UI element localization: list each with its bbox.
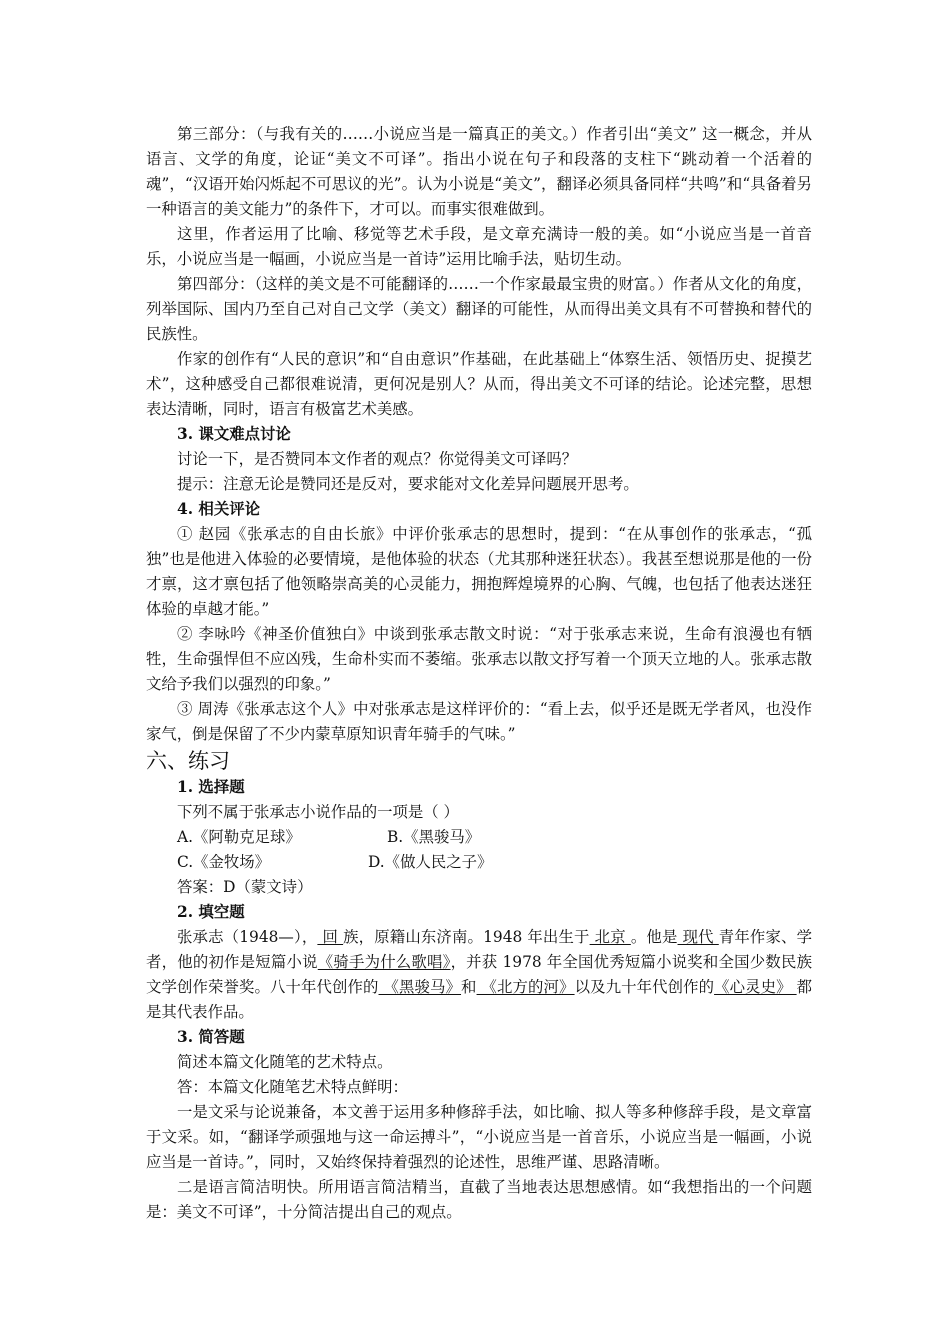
blank-work-90s: 《心灵史》: [714, 978, 797, 996]
short-answer-question: 简述本篇文化随笔的艺术特点。: [177, 1053, 393, 1071]
heading-related-comments: 4. 相关评论: [177, 500, 260, 518]
discussion-question: 讨论一下，是否赞同本文作者的观点？你觉得美文可译吗？: [177, 450, 578, 468]
blank-first-work: 《骑手为什么歌唱》: [317, 953, 451, 971]
comment-1: ① 赵园《张承志的自由长旅》中评价张承志的思想时，提到：“在从事创作的张承志，“孤独”也是他进入体验的必要情境，是他体验的状态（尤其那种迷狂状态）。我甚至想说那是他的一份才禀，这才禀包括了他领略崇高美的心灵能力，拥抱辉煌境界的心胸、气魄，也包括了他表达迷狂体验的卓越才能。”: [146, 525, 812, 618]
option-a: A.《阿勒克足球》: [177, 828, 301, 846]
document-page: [146, 122, 812, 1225]
option-c: C.《金牧场》: [177, 853, 271, 871]
heading-difficulty-discussion: 3. 课文难点讨论: [177, 425, 291, 443]
short-answer-intro: 答：本篇文化随笔艺术特点鲜明：: [177, 1078, 408, 1096]
fill-blank-paragraph: 张承志（1948—）， 回 族，原籍山东济南。1948 年出生于 北京 。他是 现代 青年作家、学者，他的初作是短篇小说《骑手为什么歌唱》，并获 1978 年全国优秀短篇小说奖和全国少数民族文学创作荣誉奖。八十年代创作的 《黑骏马》和 《北方的河》以及九十年代创作的《心灵史》 都是其代表作品。: [146, 928, 812, 1021]
choice-answer: 答案：D（蒙文诗）: [177, 878, 313, 896]
heading-short-answer: 3. 简答题: [177, 1028, 245, 1046]
short-answer-point-2: 二是语言简洁明快。所用语言简洁精当，直截了当地表达思想感情。如“我想指出的一个问题是：美文不可译”，十分简洁提出自己的观点。: [146, 1178, 812, 1221]
blank-work-80s-2: 《北方的河》: [476, 978, 575, 996]
choice-options-row-2: [146, 850, 812, 875]
choice-options-row-1: [146, 825, 812, 850]
paragraph-part4: 第四部分：（这样的美文是不可能翻译的……一个作家最最宝贵的财富。）作者从文化的角度，列举国际、国内乃至自己对自己文学（美文）翻译的可能性，从而得出美文具有不可替换和替代的民族性。: [146, 275, 812, 343]
paragraph-part4-analysis: 作家的创作有“人民的意识”和“自由意识”作基础，在此基础上“体察生活、领悟历史、捉摸艺术”，这种感受自己都很难说清，更何况是别人？从而，得出美文不可译的结论。论述完整，思想表达清晰，同时，语言有极富艺术美感。: [146, 350, 812, 418]
discussion-hint: 提示：注意无论是赞同还是反对，要求能对文化差异问题展开思考。: [177, 475, 639, 493]
paragraph-part3-analysis: 这里，作者运用了比喻、移觉等艺术手段，是文章充满诗一般的美。如“小说应当是一首音乐，小说应当是一幅画，小说应当是一首诗”运用比喻手法，贴切生动。: [146, 225, 812, 268]
short-answer-point-1: 一是文采与论说兼备，本文善于运用多种修辞手法，如比喻、拟人等多种修辞手段，是文章富于文采。如，“翻译学顽强地与这一命运搏斗”，“小说应当是一首音乐，小说应当是一幅画，小说应当是一首诗。”，同时，又始终保持着强烈的论述性，思维严谨、思路清晰。: [146, 1103, 812, 1171]
blank-work-80s-1: 《黑骏马》: [378, 978, 462, 996]
comment-2: ② 李咏吟《神圣价值独白》中谈到张承志散文时说：“对于张承志来说，生命有浪漫也有牺牲，生命强悍但不应凶残，生命朴实而不萎缩。张承志以散文抒写着一个顶天立地的人。张承志散文给予我们以强烈的印象。”: [146, 625, 812, 693]
option-b: B.《黑骏马》: [387, 828, 481, 846]
comment-3: ③ 周涛《张承志这个人》中对张承志是这样评价的：“看上去，似乎还是既无学者风，也没作家气，倒是保留了不少内蒙草原知识青年骑手的气味。”: [146, 700, 812, 743]
heading-multiple-choice: 1. 选择题: [177, 778, 245, 796]
blank-era: 现代: [677, 928, 719, 946]
heading-fill-blank: 2. 填空题: [177, 903, 245, 921]
choice-question-stem: 下列不属于张承志小说作品的一项是（ ）: [177, 803, 459, 821]
blank-ethnicity: 回: [317, 928, 344, 946]
paragraph-part3: 第三部分：（与我有关的……小说应当是一篇真正的美文。）作者引出“美文” 这一概念，并从语言、文学的角度，论证“美文不可译”。指出小说在句子和段落的支柱下“跳动着一个活着的魂”，“汉语开始闪烁起不可思议的光”。认为小说是“美文”，翻译必须具备同样“共鸣”和“具备着另一种语言的美文能力”的条件下，才可以。而事实很难做到。: [146, 125, 812, 218]
blank-birthplace: 北京: [589, 928, 631, 946]
section-heading-exercises: 六、练习: [146, 749, 230, 773]
option-d: D.《做人民之子》: [368, 853, 493, 871]
